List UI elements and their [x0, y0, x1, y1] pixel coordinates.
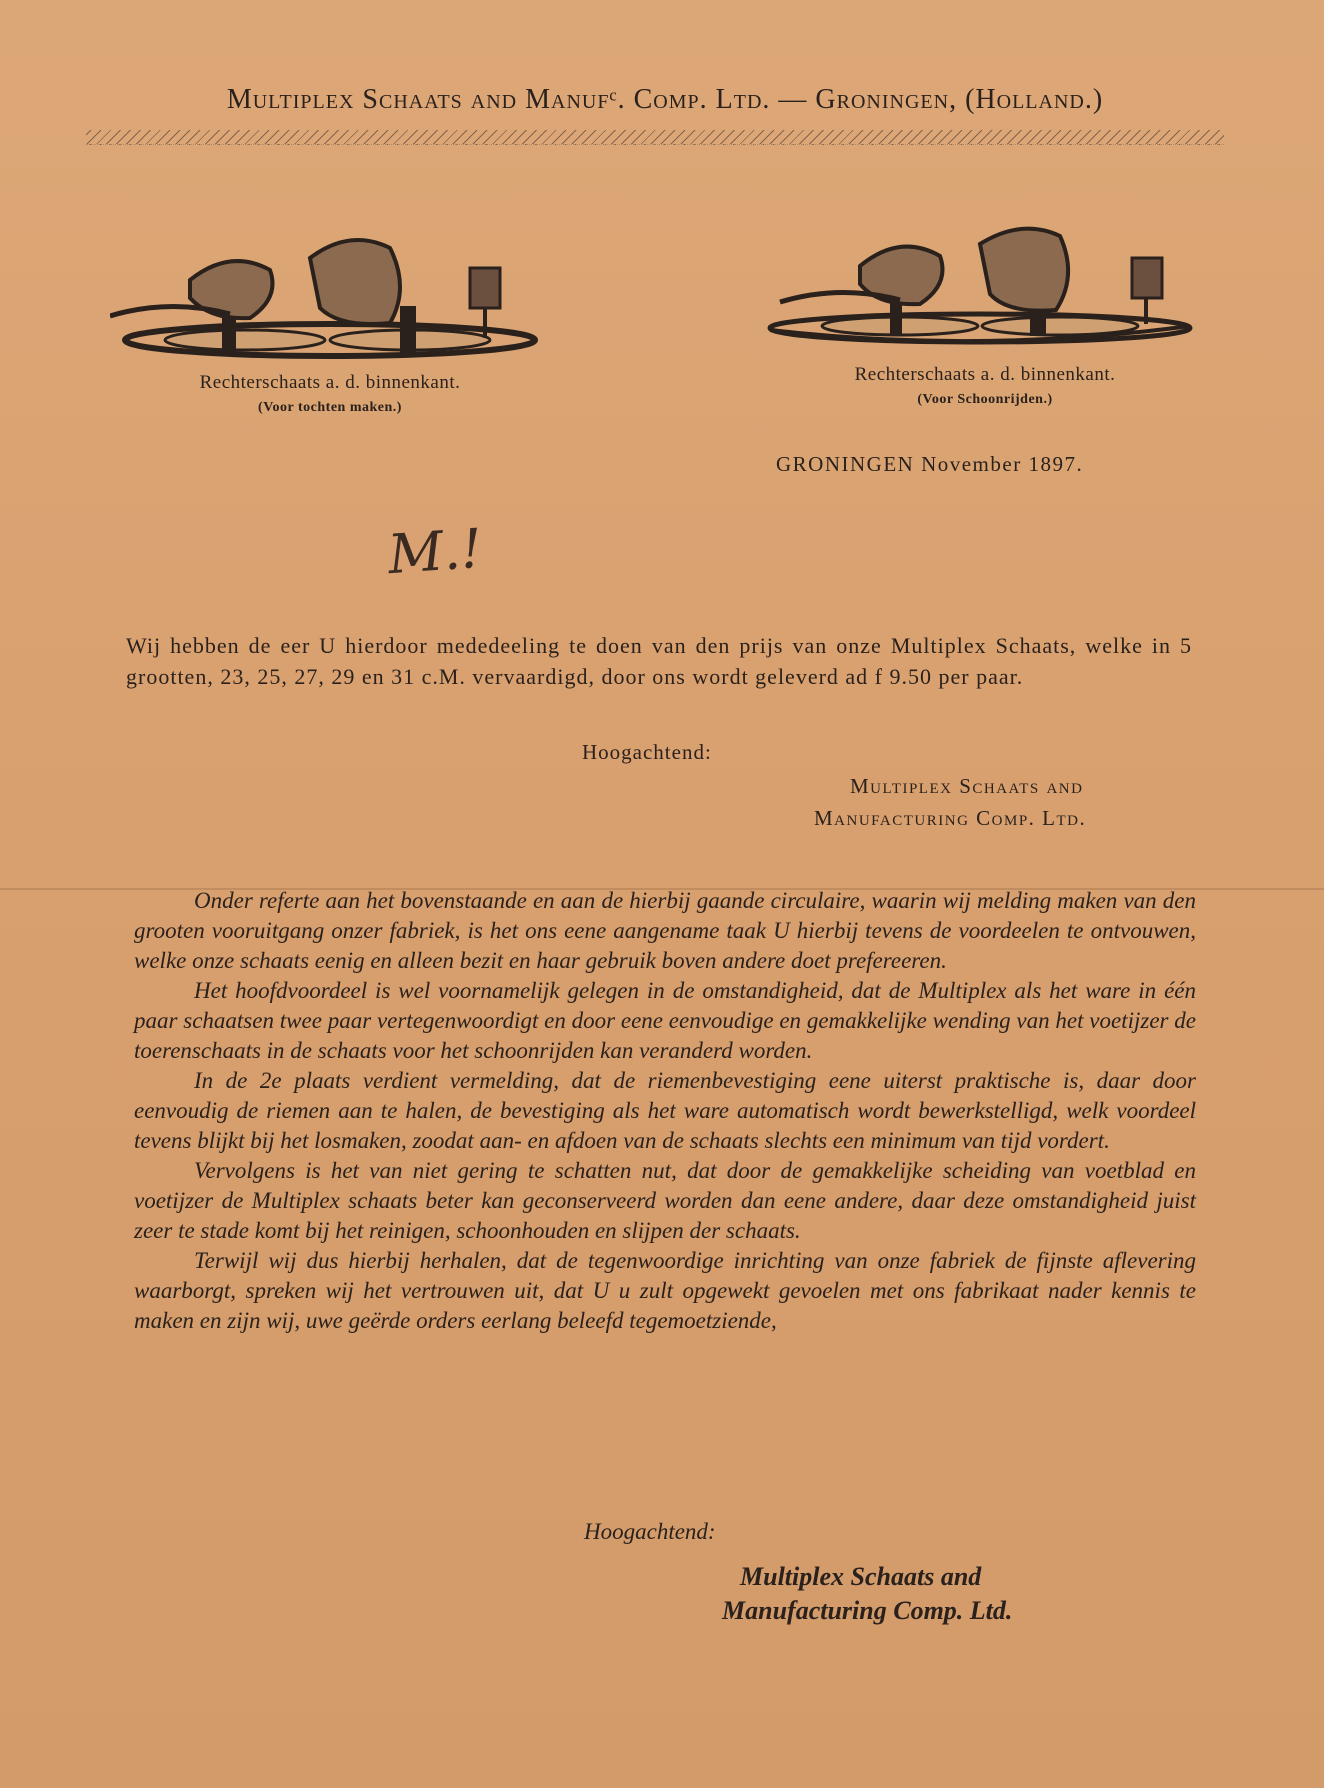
caption-title: Rechterschaats a. d. binnenkant. [199, 372, 461, 393]
closing-1: Hoogachtend: [582, 740, 712, 764]
signature-2-line2: Manufacturing Comp. Ltd. [722, 1596, 1013, 1625]
signature-2-line1: Multiplex Schaats and [740, 1562, 982, 1591]
salutation: M.! [385, 516, 485, 587]
signature-2 [722, 1560, 1013, 1628]
caption-title: Rechterschaats a. d. binnenkant. [854, 364, 1116, 385]
caption-subtitle: (Voor Schoonrijden.) [917, 392, 1053, 407]
italic-paragraph-1: Onder referte aan het bovenstaande en aan de hierbij gaande circulaire, waarin wij melding maken van den grooten vooruitgang onzer fabriek, is het ons eene aangename taak U hierbij tevens de voordeelen te ontvouwen, welke onze schaats eenig en alleen bezit en haar gebruik boven andere doet prefereeren. [134, 888, 1196, 973]
signature-1-line1: Multiplex Schaats and [850, 774, 1084, 798]
italic-paragraph-2: Het hoofdvoordeel is wel voornamelijk gelegen in de omstandigheid, dat de Multiplex als het ware in één paar schaatsen twee paar vertegenwoordigt en door eene eenvoudige en gemakkelijke wending van het voetijzer de toerenschaats in de schaats voor het schoonrijden kan veranderd worden. [134, 978, 1196, 1063]
illustration-caption-right [790, 364, 1180, 408]
skate-illustration-right [760, 218, 1196, 354]
italic-letter-body [134, 886, 1196, 1336]
price-paragraph: Wij hebben de eer U hierdoor mededeeling te doen van den prijs van onze Multiplex Schaats, welke in 5 grootten, 23, 25, 27, 29 en 31 c.M. vervaardigd, door ons wordt geleverd ad f 9.50 per paar. [126, 633, 1192, 689]
skate-illustration-left [110, 228, 546, 364]
wavy-divider [86, 130, 1224, 145]
caption-subtitle: (Voor tochten maken.) [258, 400, 402, 415]
italic-paragraph-4: Vervolgens is het van niet gering te schatten nut, dat door de gemakkelijke scheiding van voetblad en voetijzer de Multiplex schaats beter kan geconserveerd worden dan eene andere, daar deze omstandigheid juist zeer te stade komt bij het reinigen, schoonhouden en slijpen der schaats. [134, 1158, 1196, 1243]
letterhead: Multiplex Schaats and Manufᶜ. Comp. Ltd. — Groningen, (Holland.) [226, 84, 1104, 115]
italic-paragraph-3: In de 2e plaats verdient vermelding, dat de riemenbevestiging eene uiterst praktische is, daar door eenvoudig de riemen aan te halen, de bevestiging als het ware automatisch wordt bewerkstelligd, welk voordeel tevens blijkt bij het losmaken, zoodat aan- en afdoen van de schaats slechts een minimum van tijd vordert. [134, 1068, 1196, 1153]
signature-1-line2: Manufacturing Comp. Ltd. [814, 806, 1087, 830]
closing-2: Hoogachtend: [584, 1519, 716, 1544]
italic-paragraph-5: Terwijl wij dus hierbij herhalen, dat de tegenwoordige inrichting van onze fabriek de fijnste aflevering waarborgt, spreken wij het vertrouwen uit, dat U u zult opgewekt gevoelen met ons fabrikaat nader kennis te maken en zijn wij, uwe geërde orders eerlang beleefd tegemoetziende, [134, 1248, 1196, 1333]
illustration-caption-left [140, 372, 520, 416]
letter-date: GRONINGEN November 1897. [776, 452, 1084, 476]
